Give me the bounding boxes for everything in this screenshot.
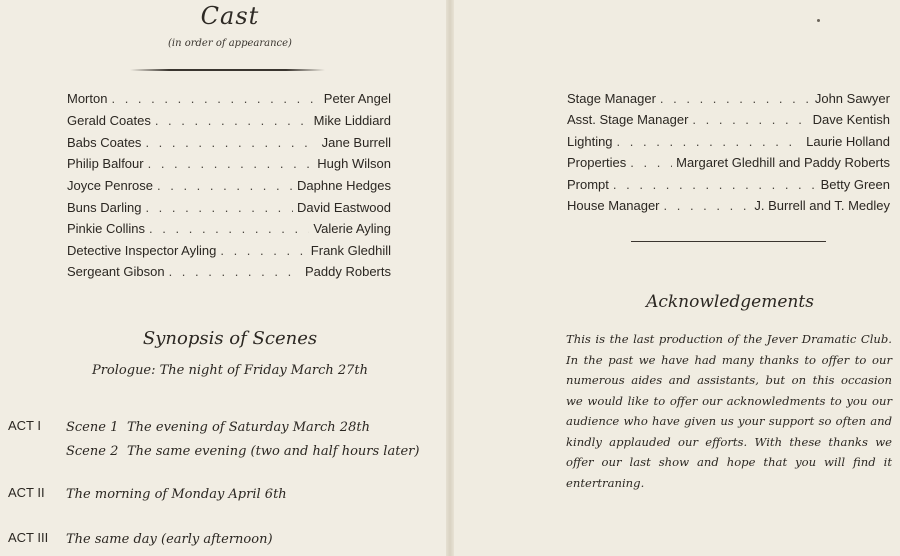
cast-actor: David Eastwood <box>297 200 391 215</box>
leader-dots <box>155 113 310 128</box>
leader-dots <box>692 112 808 127</box>
crew-role: Asst. Stage Manager <box>567 112 689 127</box>
acknowledgements-text: This is the last production of the Jever Dramatic Club. In the past we have had many thanks to offer to our numerous aides and assistants, but on this occasion we would like to offer our acknowledments to you our audience who have given us your support so often and kindly applauded our efforts. With these thanks we offer our last show and hope that you will find it entertraning. <box>566 332 892 490</box>
cast-row <box>67 200 391 220</box>
cast-row <box>67 243 391 263</box>
leader-dots <box>617 134 803 149</box>
crew-person: J. Burrell and T. Medley <box>754 198 890 213</box>
act-label: ACT II <box>8 485 45 500</box>
cast-actor: Frank Gledhill <box>310 243 391 258</box>
leader-dots <box>111 91 319 106</box>
crew-person: Dave Kentish <box>812 112 890 127</box>
synopsis-title: Synopsis of Scenes <box>142 328 318 349</box>
leader-dots <box>169 264 301 279</box>
scene-label: Scene 1 <box>66 420 119 435</box>
leader-dots <box>220 243 306 258</box>
leader-dots <box>664 198 751 213</box>
cast-actor: Peter Angel <box>323 91 391 106</box>
cast-divider <box>130 69 325 71</box>
cast-role: Buns Darling <box>67 200 142 215</box>
cast-role: Philip Balfour <box>67 156 144 171</box>
cast-role: Morton <box>67 91 108 106</box>
leader-dots <box>630 155 672 170</box>
leader-dots <box>660 91 811 106</box>
crew-role: Stage Manager <box>567 91 656 106</box>
cast-row <box>67 264 391 284</box>
cast-row <box>67 178 391 198</box>
crew-person: John Sawyer <box>814 91 890 106</box>
crew-role: Properties <box>567 155 627 170</box>
leader-dots <box>149 221 309 236</box>
scene-description: The same evening (two and half hours later) <box>127 444 420 459</box>
crew-row <box>567 177 890 197</box>
act-description: The same day (early afternoon) <box>66 532 273 547</box>
crew-role: Lighting <box>567 134 613 149</box>
cast-row <box>67 156 391 176</box>
cast-role: Pinkie Collins <box>67 221 146 236</box>
crew-role: Prompt <box>567 177 609 192</box>
act-label: ACT III <box>8 530 49 545</box>
scene-description: The evening of Saturday March 28th <box>127 420 370 435</box>
crew-role: House Manager <box>567 198 660 213</box>
cast-row <box>67 135 391 155</box>
crew-divider <box>631 241 826 242</box>
crew-row <box>567 91 890 111</box>
paper-speck <box>817 19 820 22</box>
cast-actor: Paddy Roberts <box>305 264 391 279</box>
crew-row <box>567 134 890 154</box>
cast-actor: Mike Liddiard <box>313 113 391 128</box>
cast-row <box>67 221 391 241</box>
cast-actor: Hugh Wilson <box>317 156 391 171</box>
act-description: The morning of Monday April 6th <box>66 487 287 502</box>
leader-dots <box>148 156 314 171</box>
act-label: ACT I <box>8 418 41 433</box>
leader-dots <box>145 135 317 150</box>
cast-role: Sergeant Gibson <box>67 264 165 279</box>
leader-dots <box>145 200 293 215</box>
cast-title: Cast <box>200 2 260 30</box>
cast-actor: Jane Burrell <box>321 135 391 150</box>
leader-dots <box>157 178 293 193</box>
cast-row <box>67 91 391 111</box>
cast-subtitle: (in order of appearance) <box>168 38 292 49</box>
cast-role: Joyce Penrose <box>67 178 153 193</box>
crew-person: Margaret Gledhill and Paddy Roberts <box>676 155 890 170</box>
cast-role: Gerald Coates <box>67 113 151 128</box>
crew-person: Betty Green <box>820 177 890 192</box>
cast-actor: Daphne Hedges <box>297 178 391 193</box>
cast-role: Detective Inspector Ayling <box>67 243 217 258</box>
scene-label: Scene 2 <box>66 444 119 459</box>
cast-role: Babs Coates <box>67 135 142 150</box>
cast-actor: Valerie Ayling <box>313 221 391 236</box>
leader-dots <box>613 177 817 192</box>
crew-person: Laurie Holland <box>806 134 890 149</box>
crew-row <box>567 198 890 218</box>
acknowledgements-title: Acknowledgements <box>646 292 814 312</box>
cast-row <box>67 113 391 133</box>
page-fold <box>446 0 454 556</box>
crew-row <box>567 112 890 132</box>
crew-row <box>567 155 890 175</box>
prologue-line: Prologue: The night of Friday March 27th <box>91 363 369 378</box>
